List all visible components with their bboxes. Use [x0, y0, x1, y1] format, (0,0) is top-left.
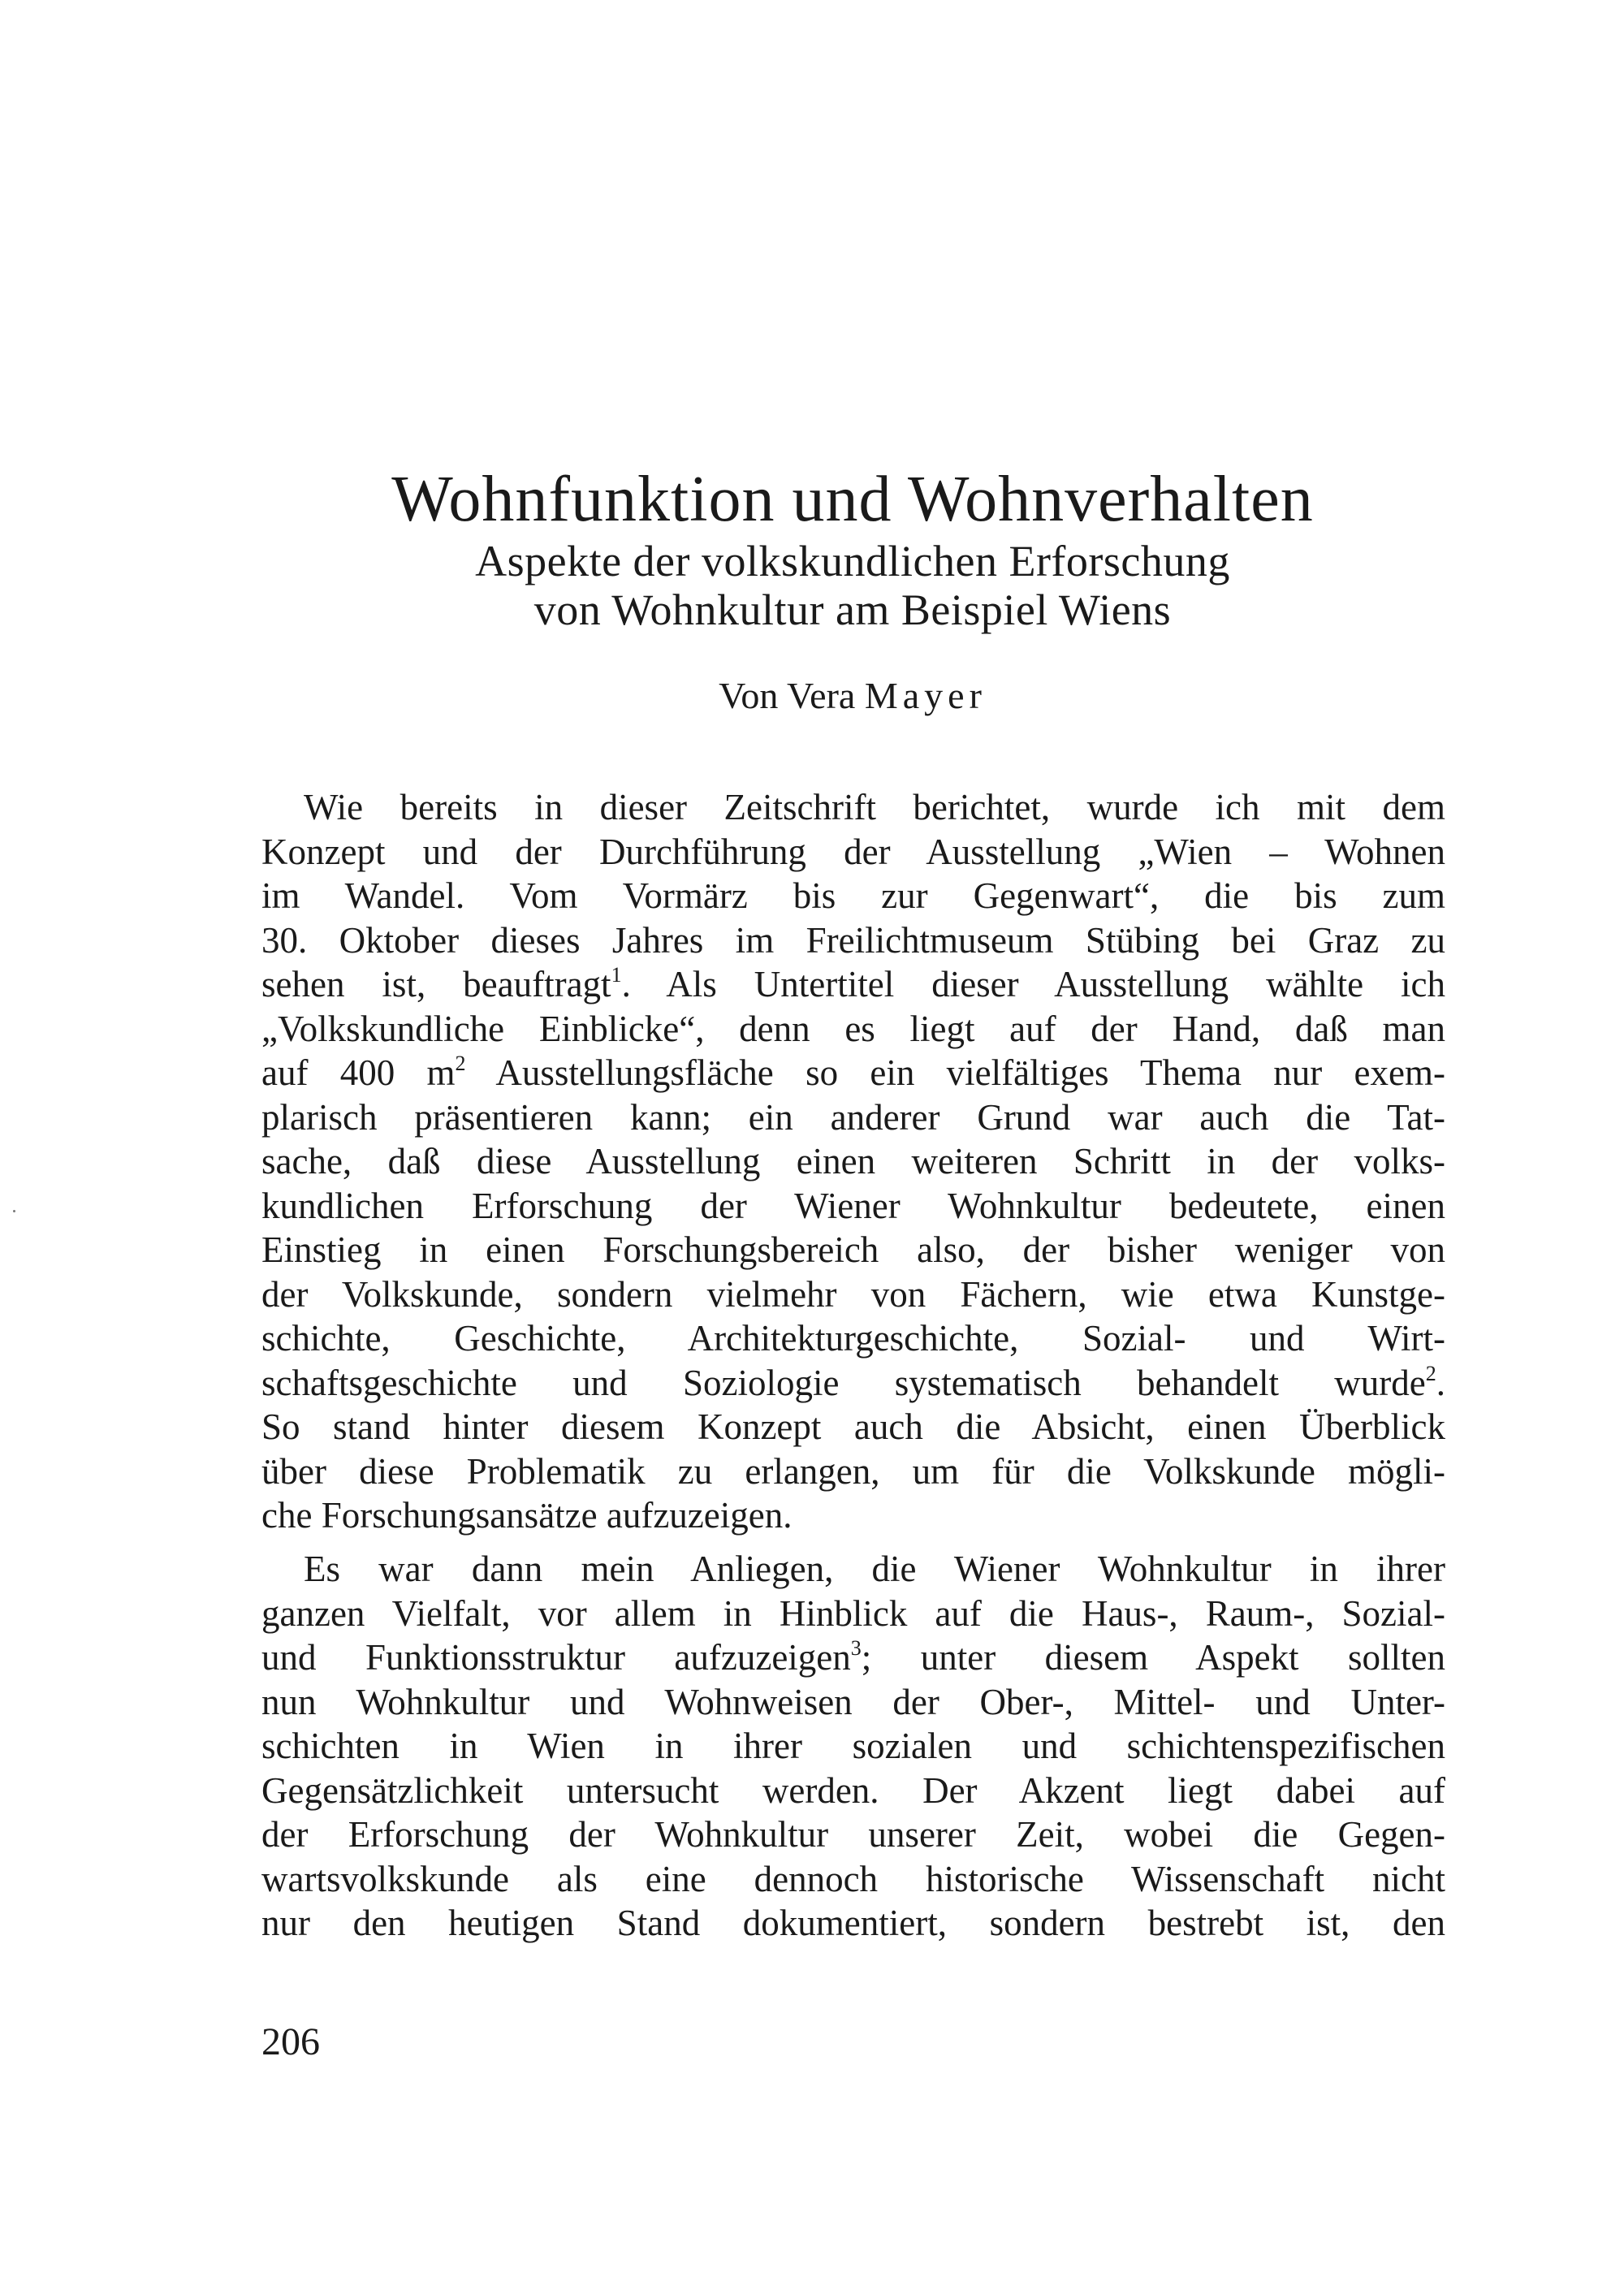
text-segment: schaftsgeschichte und Soziologie systematisch behandelt wurde: [261, 1362, 1426, 1403]
text-line: Gegensätzlichkeit untersucht werden. Der Akzent liegt dabei auf: [261, 1769, 1445, 1811]
text-segment: . Als Untertitel dieser Ausstellung wählte ich: [621, 964, 1445, 1004]
footnote-ref-1: 1: [611, 963, 622, 987]
author-byline: [41, 674, 1624, 718]
footnote-ref-3: 3: [850, 1636, 862, 1660]
text-segment: Ausstellungsfläche so ein vielfältiges Thema nur exem-: [465, 1052, 1445, 1093]
text-line: nun Wohnkultur und Wohnweisen der Ober-, Mittel- und Unter-: [261, 1681, 1445, 1722]
text-line: [261, 962, 1445, 1007]
paragraph-1: [261, 785, 1445, 1538]
text-line: „Volkskundliche Einblicke“, denn es liegt auf der Hand, daß man: [261, 1008, 1445, 1049]
text-line: über diese Problematik zu erlangen, um für die Volkskunde mögli-: [261, 1450, 1445, 1492]
text-line: [261, 1051, 1445, 1095]
text-line: [261, 1361, 1445, 1406]
author-prefix: Von Vera: [719, 675, 865, 716]
text-line: Es war dann mein Anliegen, die Wiener Wohnkultur in ihrer: [304, 1549, 1445, 1589]
text-line: sache, daß diese Ausstellung einen weiteren Schritt in der volks-: [261, 1141, 1445, 1182]
text-line: Konzept und der Durchführung der Ausstellung „Wien – Wohnen: [261, 831, 1445, 872]
text-line: schichte, Geschichte, Architekturgeschichte, Sozial- und Wirt-: [261, 1318, 1445, 1359]
article-subtitle-line-2: von Wohnkultur am Beispiel Wiens: [533, 585, 1172, 634]
text-line: Einstieg in einen Forschungsbereich also, der bisher weniger von: [261, 1229, 1445, 1270]
text-line: der Volkskunde, sondern vielmehr von Fächern, wie etwa Kunstge-: [261, 1273, 1445, 1315]
text-line: che Forschungsansätze aufzuzeigen.: [261, 1495, 793, 1536]
text-line: nur den heutigen Stand dokumentiert, sondern bestrebt ist, den: [261, 1903, 1445, 1943]
text-line: wartsvolkskunde als eine dennoch historische Wissenschaft nicht: [261, 1858, 1445, 1899]
text-line: im Wandel. Vom Vormärz bis zur Gegenwart“, die bis zum: [261, 875, 1445, 916]
text-line: kundlichen Erforschung der Wiener Wohnkultur bedeutete, einen: [261, 1185, 1445, 1226]
text-segment: sehen ist, beauftragt: [261, 964, 611, 1004]
text-line: So stand hinter diesem Konzept auch die Absicht, einen Überblick: [261, 1406, 1445, 1447]
text-segment: und Funktionsstruktur aufzuzeigen: [261, 1637, 851, 1678]
superscript-exponent: 2: [455, 1052, 466, 1075]
paragraph-2: [261, 1547, 1445, 1946]
text-line: Wie bereits in dieser Zeitschrift berichtet, wurde ich mit dem: [304, 787, 1445, 827]
text-line: ganzen Vielfalt, vor allem in Hinblick auf die Haus-, Raum-, Sozial-: [261, 1592, 1445, 1634]
scan-speck: [13, 1210, 15, 1212]
text-segment: auf 400 m: [261, 1052, 456, 1093]
text-segment: ; unter diesem Aspekt sollten: [861, 1637, 1445, 1678]
text-line: der Erforschung der Wohnkultur unserer Zeit, wobei die Gegen-: [261, 1814, 1445, 1855]
article-subtitle-line-1: Aspekte der volkskundlichen Erforschung: [475, 537, 1230, 585]
article-title: Wohnfunktion und Wohnverhalten: [391, 464, 1314, 535]
text-line: schichten in Wien in ihrer sozialen und schichtenspezifischen: [261, 1726, 1445, 1766]
footnote-ref-2: 2: [1425, 1361, 1436, 1385]
author-surname: Mayer: [864, 675, 987, 716]
text-line: plarisch präsentieren kann; ein anderer Grund war auch die Tat-: [261, 1096, 1445, 1138]
text-line: 30. Oktober dieses Jahres im Freilichtmuseum Stübing bei Graz zu: [261, 919, 1445, 961]
text-segment: .: [1436, 1362, 1445, 1403]
page-number: 206: [261, 2020, 320, 2063]
text-line: [261, 1635, 1445, 1680]
